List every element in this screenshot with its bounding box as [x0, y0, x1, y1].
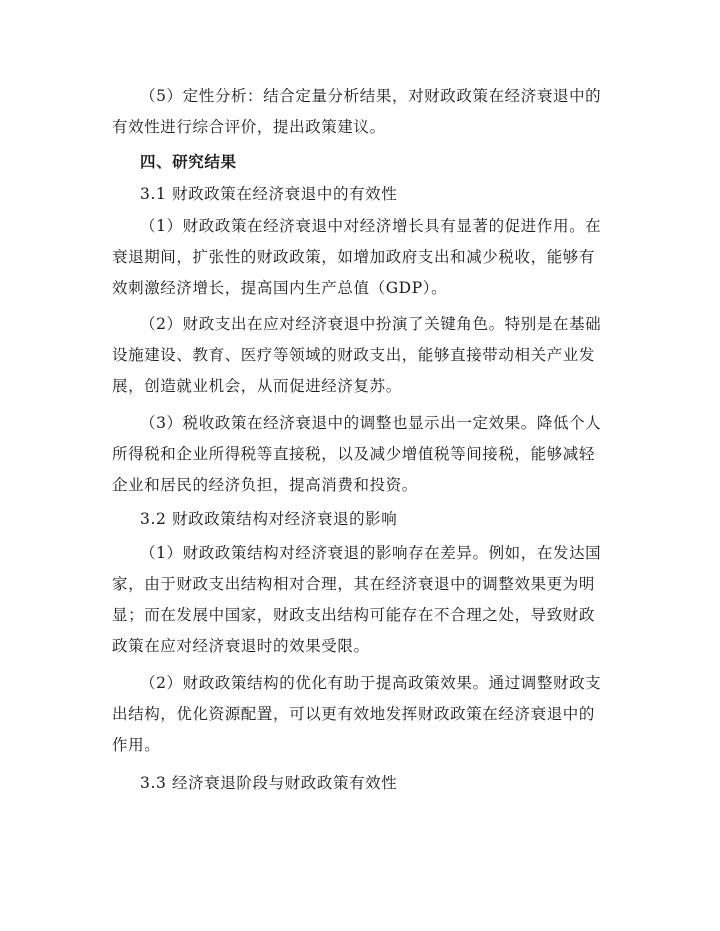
paragraph-line: 衰退期间，扩张性的财政政策，如增加政府支出和减少税收，能够有 [112, 248, 596, 266]
paragraph-line: 显；而在发展中国家，财政支出结构可能存在不合理之处，导致财政 [112, 606, 596, 624]
paragraph-line: 政策在应对经济衰退时的效果受限。 [112, 637, 370, 655]
paragraph-line: （2）财政政策结构的优化有助于提高政策效果。通过调整财政支 [140, 674, 602, 692]
paragraph-line: 家，由于财政支出结构相对合理，其在经济衰退中的调整效果更为明 [112, 575, 596, 593]
paragraph-line: （2）财政支出在应对经济衰退中扮演了关键角色。特别是在基础 [140, 315, 602, 333]
subsection-heading: 3.2 财政政策结构对经济衰退的影响 [140, 510, 398, 528]
paragraph-line: （1）财政政策在经济衰退中对经济增长具有显著的促进作用。在 [140, 217, 602, 235]
paragraph-line: （5）定性分析：结合定量分析结果，对财政政策在经济衰退中的 [140, 87, 602, 105]
subsection-heading: 3.1 财政政策在经济衰退中的有效性 [140, 185, 398, 203]
paragraph-line: 出结构，优化资源配置，可以更有效地发挥财政政策在经济衰退中的 [112, 705, 596, 723]
subsection-heading: 3.3 经济衰退阶段与财政政策有效性 [140, 774, 398, 792]
paragraph-line: （1）财政政策结构对经济衰退的影响存在差异。例如，在发达国 [140, 544, 602, 562]
paragraph-line: （3）税收政策在经济衰退中的调整也显示出一定效果。降低个人 [140, 414, 602, 432]
paragraph-line: 作用。 [112, 736, 161, 754]
paragraph-line: 设施建设、教育、医疗等领域的财政支出，能够直接带动相关产业发 [112, 346, 596, 364]
paragraph-line: 展，创造就业机会，从而促进经济复苏。 [112, 377, 402, 395]
section-heading: 四、研究结果 [140, 152, 237, 171]
paragraph-line: 有效性进行综合评价，提出政策建议。 [112, 118, 386, 136]
paragraph-line: 企业和居民的经济负担，提高消费和投资。 [112, 476, 418, 494]
paragraph-line: 效刺激经济增长，提高国内生产总值（GDP）。 [112, 279, 448, 297]
paragraph-line: 所得税和企业所得税等直接税，以及减少增值税等间接税，能够减轻 [112, 445, 596, 463]
